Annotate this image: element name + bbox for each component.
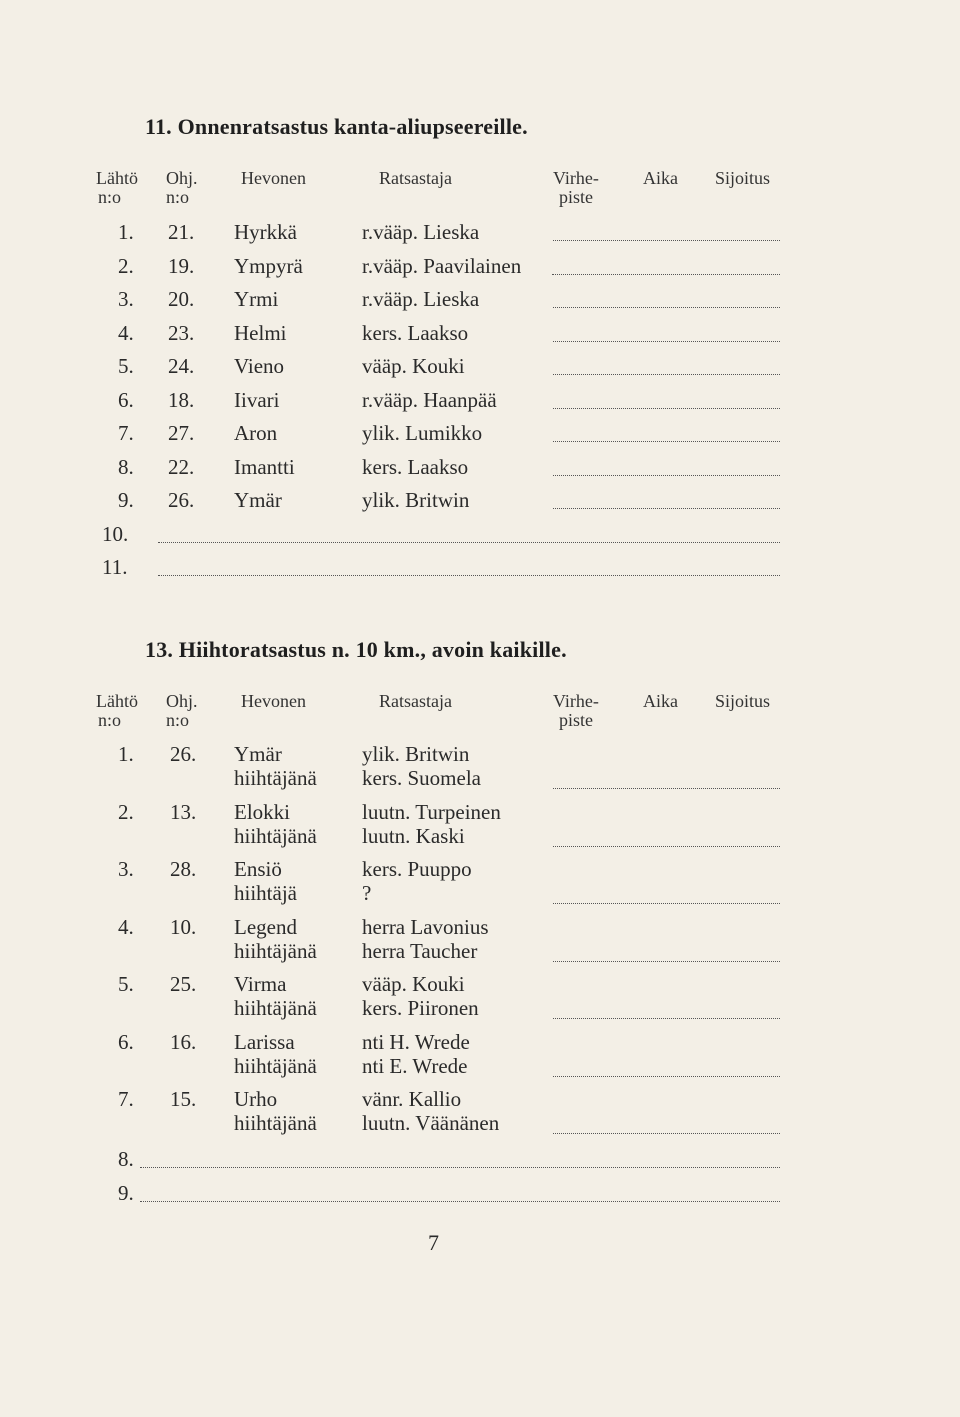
header-time: Aika <box>643 168 678 188</box>
start-number: 2. <box>118 799 134 824</box>
horse-name: Helmi <box>234 320 287 345</box>
horse-name: Hyrkkä <box>234 220 297 244</box>
rider-name: r.vääp. Haanpää <box>362 387 497 412</box>
skier-name: luutn. Kaski <box>362 823 465 848</box>
horse-name: Iivari <box>234 387 280 412</box>
start-number: 3. <box>118 857 134 881</box>
program-number: 10. <box>170 914 197 939</box>
result-dotted-line <box>158 575 780 576</box>
table-row <box>0 972 960 1024</box>
result-dotted-line <box>140 1201 780 1202</box>
result-dotted-line <box>553 1076 780 1077</box>
start-number: 2. <box>118 253 134 278</box>
program-number: 21. <box>168 220 195 244</box>
skier-label: hiihtäjänä <box>234 1053 317 1078</box>
header-prog-no <box>166 169 198 207</box>
horse-name: Elokki <box>234 799 290 824</box>
start-number: 5. <box>118 972 134 996</box>
rider-name: herra Lavonius <box>362 914 489 939</box>
table-row <box>0 1087 960 1139</box>
start-number: 4. <box>118 914 134 939</box>
table-row <box>0 522 960 550</box>
table-row <box>0 388 960 416</box>
header-faults-sub: piste <box>558 187 593 207</box>
rider-name: vänr. Kallio <box>362 1087 462 1111</box>
program-number: 22. <box>168 454 195 479</box>
table-row <box>0 1030 960 1082</box>
header-prog-sub-2: n:o <box>166 710 190 730</box>
rider-name: vääp. Kouki <box>362 354 465 378</box>
skier-name: luutn. Väänänen <box>362 1111 500 1135</box>
rider-name: kers. Laakso <box>362 454 469 479</box>
horse-name: Ensiö <box>234 857 282 881</box>
start-number: 11. <box>102 555 128 579</box>
horse-name: Larissa <box>234 1029 295 1054</box>
table-row <box>0 254 960 282</box>
header-place-2: Sijoitus <box>715 691 771 711</box>
table-row <box>0 800 960 852</box>
program-number: 27. <box>168 421 195 445</box>
result-dotted-line <box>553 1133 780 1134</box>
page-number: 7 <box>428 1230 439 1255</box>
header-place: Sijoitus <box>715 168 771 188</box>
table-row <box>0 742 960 794</box>
table-row <box>0 1181 960 1233</box>
result-dotted-line <box>553 903 780 904</box>
horse-name: Imantti <box>234 454 295 479</box>
header-faults-sub-2: piste <box>558 710 593 730</box>
header-horse: Hevonen <box>241 168 306 188</box>
horse-name: Aron <box>234 421 278 445</box>
start-number: 3. <box>118 287 134 311</box>
result-dotted-line <box>553 441 780 442</box>
program-number: 19. <box>168 253 195 278</box>
result-dotted-line <box>553 374 780 375</box>
result-dotted-line <box>158 542 780 543</box>
start-number: 4. <box>118 320 134 345</box>
rider-name: luutn. Turpeinen <box>362 799 501 824</box>
result-dotted-line <box>553 508 780 509</box>
program-number: 16. <box>170 1029 197 1054</box>
result-dotted-line <box>553 475 780 476</box>
table-row <box>0 915 960 967</box>
skier-label: hiihtäjä <box>234 881 297 905</box>
skier-label: hiihtäjänä <box>234 938 317 963</box>
program-number: 23. <box>168 320 195 345</box>
table-row <box>0 857 960 909</box>
program-number: 26. <box>168 488 195 512</box>
rider-name: r.vääp. Lieska <box>362 287 480 311</box>
rider-name: r.vääp. Paavilainen <box>362 253 522 278</box>
program-number: 24. <box>168 354 195 378</box>
table-row <box>0 488 960 516</box>
start-number: 9. <box>118 488 134 512</box>
horse-name: Urho <box>234 1087 278 1111</box>
start-number: 6. <box>118 387 134 412</box>
horse-name: Ympyrä <box>234 253 303 278</box>
skier-name: ? <box>362 881 372 905</box>
header-faults-label-2: Virhe- <box>553 691 599 711</box>
result-dotted-line <box>553 341 780 342</box>
header-rider-2: Ratsastaja <box>379 691 452 711</box>
start-number: 7. <box>118 1087 134 1111</box>
horse-name: Ymär <box>234 742 282 766</box>
table-row <box>0 321 960 349</box>
header-horse-2: Hevonen <box>241 691 306 711</box>
skier-name: herra Taucher <box>362 938 478 963</box>
table-row <box>0 421 960 449</box>
table-row <box>0 287 960 315</box>
skier-label: hiihtäjänä <box>234 1111 317 1135</box>
horse-name: Ymär <box>234 488 282 512</box>
header-start-label-2: Lähtö <box>96 691 138 711</box>
header-prog-sub: n:o <box>166 187 190 207</box>
program-number: 20. <box>168 287 195 311</box>
header-prog-label: Ohj. <box>166 168 198 188</box>
rider-name: ylik. Lumikko <box>362 421 483 445</box>
horse-name: Vieno <box>234 354 285 378</box>
rider-name: kers. Laakso <box>362 320 469 345</box>
result-dotted-line <box>140 1167 780 1168</box>
program-number: 28. <box>170 857 197 881</box>
rider-name: r.vääp. Lieska <box>362 220 480 244</box>
section-title-1: 11. Onnenratsastus kanta-aliupseereille. <box>145 114 528 139</box>
horse-name: Yrmi <box>234 287 279 311</box>
start-number: 10. <box>102 521 129 546</box>
result-dotted-line <box>553 1018 780 1019</box>
rider-name: ylik. Britwin <box>362 488 470 512</box>
header-faults-label: Virhe- <box>553 168 599 188</box>
section-title-2: 13. Hiihtoratsastus n. 10 km., avoin kaikille. <box>145 637 567 662</box>
table-row <box>0 455 960 483</box>
start-number: 1. <box>118 220 134 244</box>
result-dotted-line <box>552 274 780 275</box>
header-faults-2 <box>553 692 599 730</box>
result-dotted-line <box>553 408 780 409</box>
skier-label: hiihtäjänä <box>234 766 317 790</box>
start-number: 8. <box>118 454 134 479</box>
table-row <box>0 354 960 382</box>
rider-name: vääp. Kouki <box>362 972 465 996</box>
horse-name: Legend <box>234 914 297 939</box>
skier-name: kers. Piironen <box>362 996 479 1020</box>
program-number: 26. <box>170 742 197 766</box>
program-number: 18. <box>168 387 195 412</box>
rider-name: kers. Puuppo <box>362 857 472 881</box>
skier-name: kers. Suomela <box>362 766 481 790</box>
result-dotted-line <box>553 307 780 308</box>
start-number: 6. <box>118 1029 134 1054</box>
start-number: 1. <box>118 742 134 766</box>
start-number: 8. <box>118 1147 134 1171</box>
start-number: 9. <box>118 1181 134 1205</box>
program-number: 13. <box>170 799 197 824</box>
header-prog-no-2 <box>166 692 198 730</box>
header-prog-label-2: Ohj. <box>166 691 198 711</box>
skier-label: hiihtäjänä <box>234 996 317 1020</box>
header-start-sub: n:o <box>98 187 122 207</box>
result-dotted-line <box>553 788 780 789</box>
rider-name: nti H. Wrede <box>362 1029 470 1054</box>
header-rider: Ratsastaja <box>379 168 452 188</box>
horse-name: Virma <box>234 972 287 996</box>
table-row <box>0 220 960 248</box>
header-time-2: Aika <box>643 691 678 711</box>
skier-label: hiihtäjänä <box>234 823 317 848</box>
result-dotted-line <box>553 846 780 847</box>
result-dotted-line <box>553 961 780 962</box>
skier-name: nti E. Wrede <box>362 1053 468 1078</box>
rider-name: ylik. Britwin <box>362 742 470 766</box>
table-row <box>0 555 960 583</box>
start-number: 5. <box>118 354 134 378</box>
header-faults <box>553 169 599 207</box>
header-start-label: Lähtö <box>96 168 138 188</box>
start-number: 7. <box>118 421 134 445</box>
result-dotted-line <box>553 240 780 241</box>
program-number: 25. <box>170 972 197 996</box>
program-number: 15. <box>170 1087 197 1111</box>
header-start-sub-2: n:o <box>98 710 122 730</box>
header-start-no-2 <box>96 692 138 730</box>
header-start-no <box>96 169 138 207</box>
